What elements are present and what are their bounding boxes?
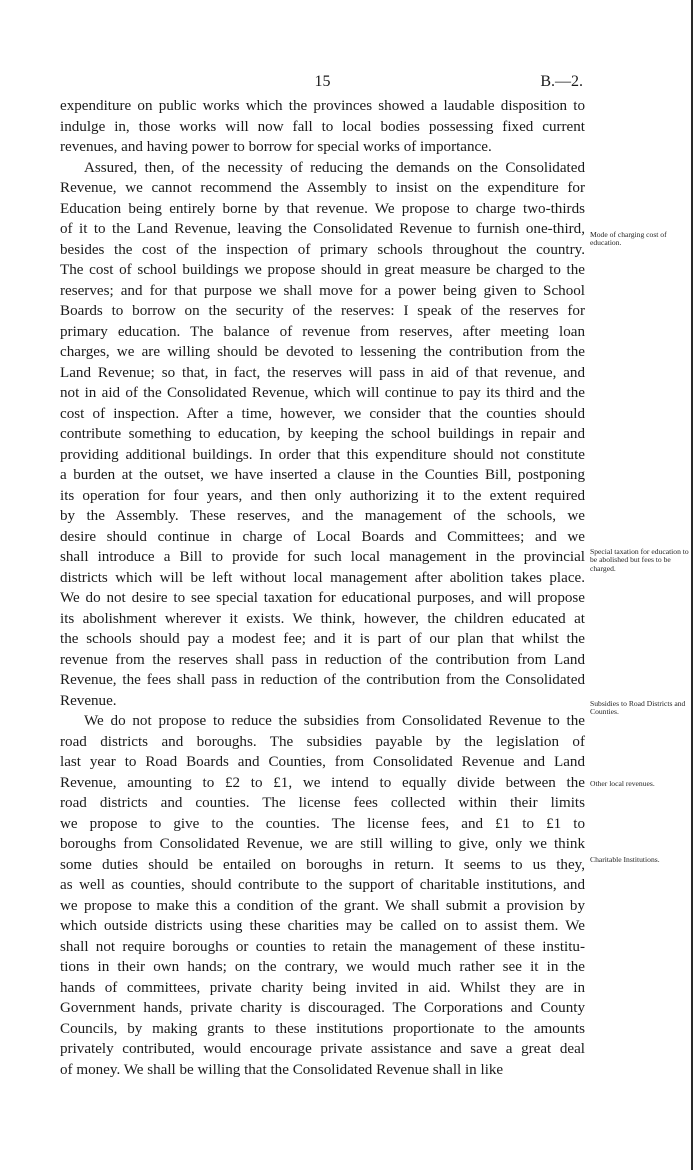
text-line: besides the cost of the inspection of primary schools throughout the country. (60, 241, 585, 258)
marginal-note-subsidies: Subsidies to Road Districts and Counties. (590, 699, 686, 717)
marginal-note-local-revenues: Other local revenues. (590, 779, 655, 788)
text-line: Education being entirely borne by that revenue. We propose to charge two-thirds (60, 200, 585, 217)
text-line: districts which will be left without local management after abolition takes place. (60, 569, 585, 586)
page-number: 15 (314, 73, 331, 90)
text-line: Revenue, amounting to £2 to £1, we intend to equally divide between the (60, 774, 585, 791)
text-line: charges, we are willing should be devoted to lessening the contribution from the (60, 344, 585, 360)
text-line: as well as counties, should contribute to the support of charitable institutions, and (60, 877, 585, 893)
marginal-note-special-taxation: Special taxation for education to be abolished but fees to be charged. (590, 547, 689, 573)
text-line: primary education. The balance of revenue from reserves, after meeting loan (60, 323, 585, 340)
text-line: we propose to give to the counties. The license fees, and £1 to £1 to (60, 815, 585, 832)
text-line: cost of inspection. After a time, however, we consider that the counties should (60, 405, 585, 422)
text-line: We do not propose to reduce the subsidies from Consolidated Revenue to the (84, 713, 585, 729)
text-line: shall introduce a Bill to provide for such local management in the provincial (60, 549, 585, 565)
text-line: tions in their own hands; on the contrary, we would much rather see it in the (60, 959, 585, 975)
text-line: indulge in, those works will now fall to local bodies possessing fixed current (60, 118, 585, 135)
text-line: the schools should pay a modest fee; and it is part of our plan that whilst the (60, 631, 585, 647)
text-line: its operation for four years, and then only authorizing it to the extent required (60, 487, 585, 504)
text-line: revenues, and having power to borrow for special works of importance. (60, 139, 492, 155)
text-line: Revenue. (60, 692, 117, 709)
text-line: Revenue, the fees shall pass in reduction of the contribution from the Consolidated (60, 672, 585, 688)
marginal-note-charitable-institutions: Charitable Institutions. (590, 855, 660, 864)
text-line: some duties should be entailed on boroughs in return. It seems to us they, (60, 856, 585, 873)
text-line: not in aid of the Consolidated Revenue, which will continue to pay its third and the (60, 385, 585, 401)
page-edge-rule (691, 0, 693, 1170)
text-line: by the Assembly. These reserves, and the management of the schools, we (60, 508, 585, 524)
text-line: shall not require boroughs or counties to retain the management of these institu- (60, 938, 585, 955)
text-line: its abolishment wherever it exists. We think, however, the children educated at (60, 610, 585, 627)
text-line: contribute something to education, by keeping the school buildings in repair and (60, 426, 585, 442)
text-line: Government hands, private charity is discouraged. The Corporations and County (60, 1000, 585, 1016)
text-line: The cost of school buildings we propose should in great measure be charged to the (60, 262, 585, 278)
text-line: expenditure on public works which the provinces showed a laudable disposition to (60, 98, 585, 114)
text-line: Assured, then, of the necessity of reducing the demands on the Consolidated (84, 159, 585, 176)
text-line: Land Revenue; so that, in fact, the reserves will pass in aid of that revenue, and (60, 364, 585, 381)
text-line: we propose to make this a condition of the grant. We shall submit a provision by (60, 897, 585, 914)
text-line: boroughs from Consolidated Revenue, we are still willing to give, only we think (60, 836, 585, 852)
text-line: which outside districts using these charities may be called on to assist them. We (60, 918, 585, 934)
body-text (60, 96, 585, 1080)
text-line: last year to Road Boards and Counties, from Consolidated Revenue and Land (60, 754, 585, 770)
text-line: road districts and boroughs. The subsidies payable by the legislation of (60, 733, 585, 750)
text-line: desire should continue in charge of Local Boards and Committees; and we (60, 528, 585, 545)
text-line: We do not desire to see special taxation for educational purposes, and will propose (60, 590, 585, 606)
text-line: reserves; and for that purpose we shall move for a power being given to School (60, 282, 585, 299)
text-line: of money. We shall be willing that the Consolidated Revenue shall in like (60, 1061, 504, 1078)
text-line: privately contributed, would encourage private assistance and save a great deal (60, 1041, 585, 1057)
text-line: road districts and counties. The license fees collected within their limits (60, 795, 585, 811)
text-line: revenue from the reserves shall pass in reduction of the contribution from Land (60, 651, 585, 668)
text-line: Revenue, we cannot recommend the Assembly to insist on the expenditure for (60, 180, 585, 196)
text-line: of it to the Land Revenue, leaving the Consolidated Revenue to furnish one-third, (60, 221, 585, 237)
text-line: hands of committees, private charity being invited in aid. Whilst they are in (60, 979, 585, 996)
page-header (60, 73, 585, 93)
marginal-note-education-cost: Mode of charging cost of education. (590, 230, 667, 248)
text-line: a burden at the outset, we have inserted a clause in the Counties Bill, postponing (60, 467, 585, 483)
text-line: providing additional buildings. In order that this expenditure should not constitute (60, 446, 585, 463)
document-reference: B.—2. (540, 73, 583, 90)
text-line: Councils, by making grants to these institutions proportionate to the amounts (60, 1020, 585, 1037)
text-line: Boards to borrow on the security of the reserves: I speak of the reserves for (60, 303, 585, 319)
